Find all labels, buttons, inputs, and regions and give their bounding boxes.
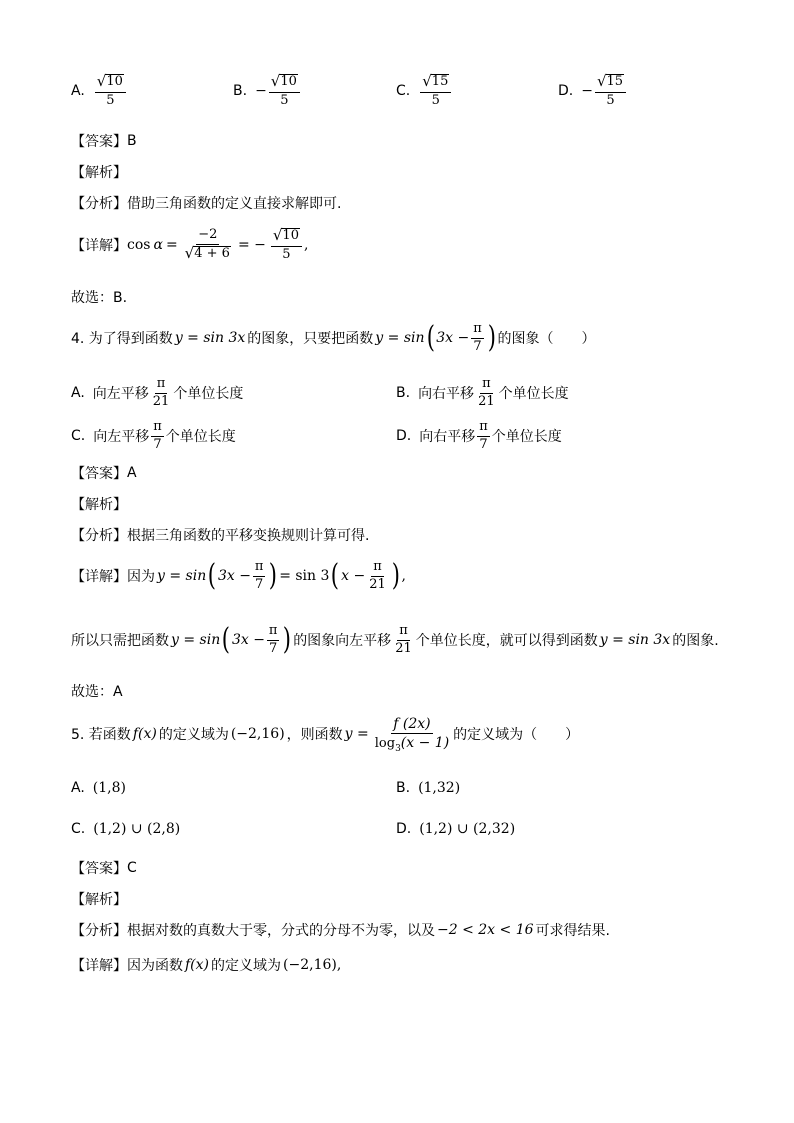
q3-option-a-frac: √ 10 5: [95, 74, 126, 109]
q3-option-d: D. − √ 15 5: [558, 74, 628, 109]
q4-analysis-heading: 【解析】: [71, 497, 127, 513]
q4-option-d: D. 向右平移 $\frac{\pi}{7}$ 个单位长度: [396, 419, 562, 452]
q4-conclusion: 故选：A: [71, 684, 123, 700]
q4-option-a: A. 向左平移 $\frac{\pi}{21}$ 个单位长度: [71, 376, 244, 409]
q5-answer: 【答案】 C: [71, 860, 137, 877]
q4-fenxi: 【分析】 根据三角函数的平移变换规则计算可得.: [71, 528, 370, 544]
q3-option-d-frac: √ 15 5: [595, 74, 626, 109]
q3-option-b: B. − √ 10 5: [233, 74, 302, 109]
q3-option-c: C. √ 15 5: [396, 74, 453, 109]
q4-detail: 【详解】 因为 y = sin ( 3x − $\frac{\pi}{7}$ ) = sin 3 ( x − $\frac{\pi}{21}$ ) ,: [71, 558, 406, 594]
q4-option-c: C. 向左平移 $\frac{\pi}{7}$ 个单位长度: [71, 419, 236, 452]
q5-option-b: B. (1,32): [396, 780, 461, 796]
q3-conclusion: 故选：B.: [71, 290, 128, 306]
q3-option-b-frac: √ 10 5: [269, 74, 300, 109]
q5-stem: 5. 若函数 f(x) 的定义域为 (−2,16) ，则函数 y = $\frac{f (2x)}{\log_3(x - 1)}$ 的定义域为（ ）: [71, 716, 580, 755]
q3-option-a: A. √ 10 5: [71, 74, 128, 109]
q3-answer: 【答案】 B: [71, 133, 137, 150]
q5-analysis-heading: 【解析】: [71, 892, 127, 908]
q4-detail-line2: 所以只需把函数 y = sin ( 3x − $\frac{\pi}{7}$ ) 的图象向左平移 $\frac{\pi}{21}$ 个单位长度，就可以得到函数 y = sin 3x 的图象.: [71, 622, 719, 658]
q5-detail: 【详解】 因为函数 f(x) 的定义域为 (−2,16) ,: [71, 957, 342, 974]
q3-fenxi: 【分析】 借助三角函数的定义直接求解即可.: [71, 196, 342, 212]
q4-answer: 【答案】 A: [71, 465, 137, 482]
q5-fenxi: 【分析】 根据对数的真数大于零，分式的分母不为零，以及 −2 < 2x < 16 可求得结果.: [71, 922, 610, 939]
q5-option-a: A. (1,8): [71, 780, 126, 796]
q4-stem: 4. 为了得到函数 y = sin 3x 的图象，只要把函数 y = sin ( 3x − $\frac{\pi}{7}$ ) 的图象（ ）: [71, 320, 596, 356]
q3-analysis-heading: 【解析】: [71, 165, 127, 181]
q4-option-b: B. 向右平移 $\frac{\pi}{21}$ 个单位长度: [396, 376, 569, 409]
q3-detail: 【详解】 cos α = −2 √ 4 + 6 = − √ 10 5 ,: [71, 226, 309, 262]
q3-option-c-frac: √ 15 5: [420, 74, 451, 109]
q5-option-c: C. (1,2) ∪ (2,8): [71, 821, 181, 837]
q5-option-d: D. (1,2) ∪ (2,32): [396, 821, 516, 837]
